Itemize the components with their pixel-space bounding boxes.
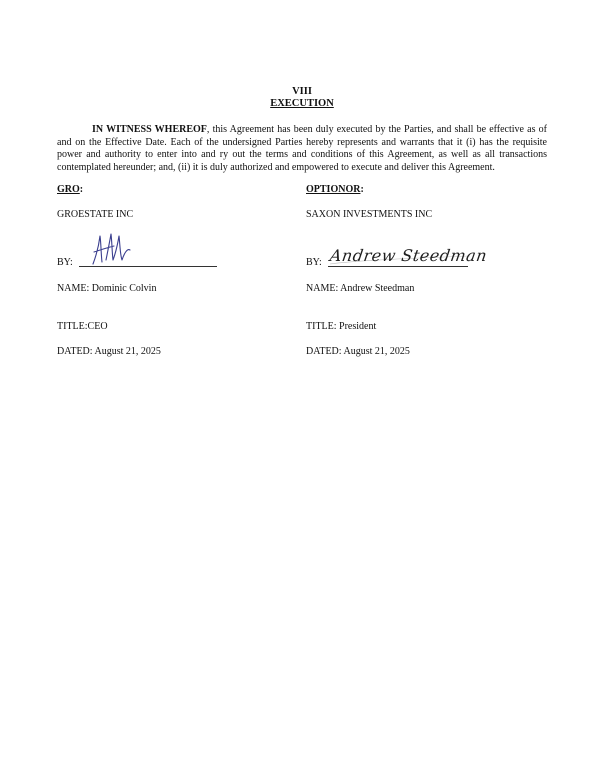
- handwritten-signature-gro: [90, 230, 134, 268]
- by-line-optionor: BY:: [306, 257, 468, 268]
- article-title: EXECUTION: [270, 98, 334, 109]
- signer-title-optionor: TITLE: President: [306, 321, 377, 332]
- witness-paragraph: [57, 124, 547, 174]
- signed-date-optionor: DATED: August 21, 2025: [306, 346, 410, 357]
- witness-lead: IN WITNESS WHEREOF: [92, 124, 207, 135]
- article-number: VIII: [292, 86, 312, 97]
- signer-name-gro: NAME: Dominic Colvin: [57, 283, 157, 294]
- signed-date-gro: DATED: August 21, 2025: [57, 346, 161, 357]
- by-line-gro: BY:: [57, 257, 217, 268]
- signer-name-optionor: NAME: Andrew Steedman: [306, 283, 415, 294]
- witness-body: , this Agreement has been duly executed by the Parties, and shall be effective as of and on the Effective Date. Each of the undersigned Parties hereby represents and warrants that it (i) has the requisite power and authority to enter into and ry out the terms and conditions of this Agreement, as well as all transactions contemplated hereunder; and, (ii) it is duly authorized and empowered to execute and deliver this Agreement.: [57, 124, 547, 173]
- signer-title-gro: TITLE:CEO: [57, 321, 108, 332]
- party-heading-gro: GRO:: [57, 184, 84, 195]
- company-name-gro: GROESTATE INC: [57, 209, 134, 220]
- signature-script-optionor: Andrew Steedman: [328, 246, 489, 265]
- party-heading-optionor: OPTIONOR:: [306, 184, 364, 195]
- company-name-optionor: SAXON INVESTMENTS INC: [306, 209, 433, 220]
